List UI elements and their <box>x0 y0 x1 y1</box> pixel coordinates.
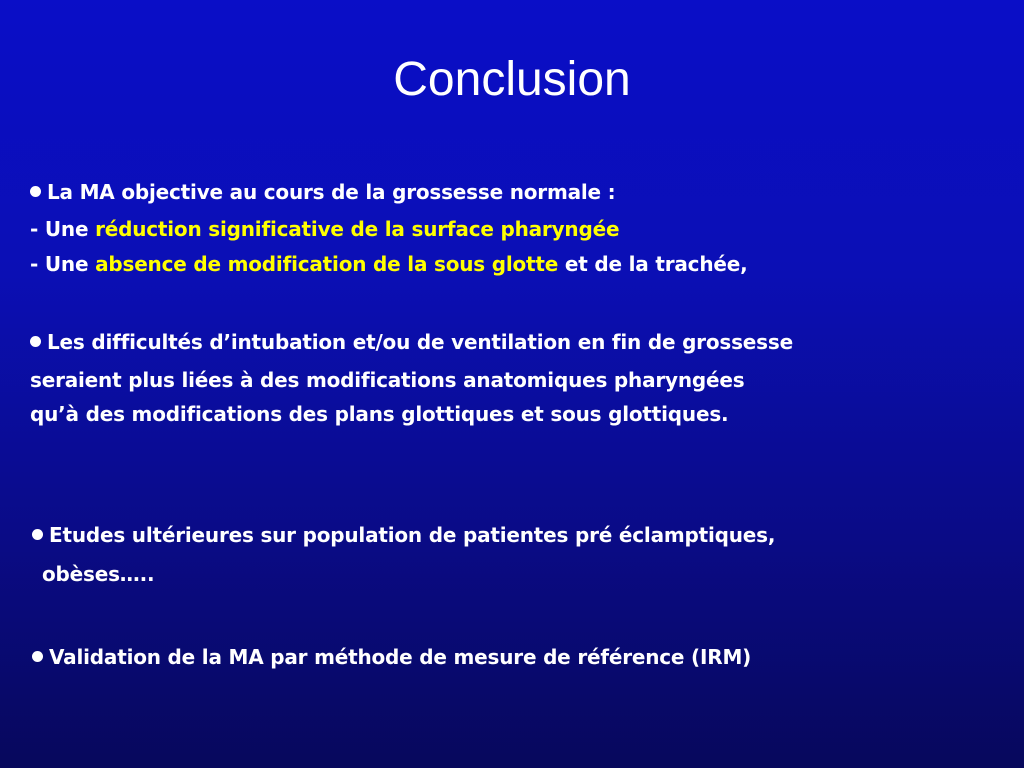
continuation-text: seraient plus liées à des modifications anatomiques pharyngées <box>30 368 745 392</box>
continuation-text: qu’à des modifications des plans glottiques et sous glottiques. <box>30 402 729 426</box>
continuation-line <box>42 557 154 591</box>
bullet-line <box>30 175 615 209</box>
bullet-dot-icon <box>30 186 41 197</box>
bullet-text: Etudes ultérieures sur population de patientes pré éclamptiques, <box>49 523 776 547</box>
continuation-line <box>30 363 744 397</box>
continuation-text: obèses….. <box>42 562 155 586</box>
bullet-text: Validation de la MA par méthode de mesure de référence (IRM) <box>49 645 752 669</box>
sub-line <box>30 212 619 246</box>
highlighted-text: absence de modification de la sous glotte <box>95 252 559 276</box>
sub-line-suffix: et de la trachée, <box>558 252 748 276</box>
bullet-line <box>32 640 751 674</box>
sub-line <box>30 247 748 281</box>
highlighted-text: réduction significative de la surface pharyngée <box>95 217 620 241</box>
slide-title: Conclusion <box>393 53 631 106</box>
bullet-dot-icon <box>30 336 41 347</box>
bullet-text: Les difficultés d’intubation et/ou de ventilation en fin de grossesse <box>47 330 793 354</box>
continuation-line <box>30 397 728 431</box>
sub-line-prefix: - Une <box>30 217 96 241</box>
sub-line-prefix: - Une <box>30 252 96 276</box>
bullet-line <box>32 518 775 552</box>
bullet-text: La MA objective au cours de la grossesse normale : <box>47 180 616 204</box>
bullet-dot-icon <box>32 651 43 662</box>
bullet-dot-icon <box>32 529 43 540</box>
bullet-line <box>30 325 793 359</box>
